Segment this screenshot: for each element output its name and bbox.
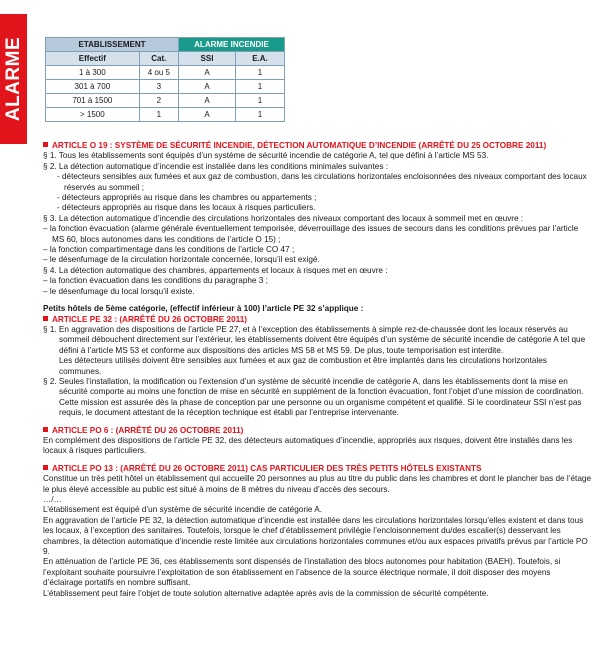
cell-cat: 1 [139,108,178,122]
alarm-table [45,37,285,122]
article-po13-title: ARTICLE PO 13 : (ARRÊTÉ DU 26 OCTOBRE 2011) CAS PARTICULIER DES TRÈS PETITS HÔTELS EXISTANTS [43,464,591,474]
pe-heading: Petits hôtels de 5ème catégorie, (effectif inférieur à 100) l’article PE 32 s’applique : [43,304,364,314]
po13-paragraph-4: En aggravation de l’article PE 32, la détection automatique d’incendie est installée dans les circulations horizontales lorsqu’elles existent et dans tous les locaux, à l’exception des sanitaires. Toutefois, lorsque le chef d’établissement privilégie l’encloisonnement du/des escalier(s) desservant les chambres, la détection automatique d’incendie reste limitée aux circulations horizontales communes et/ou aux espaces privatifs prévus par l’article PO 9. [43,515,588,557]
o19-item-4b: – le désenfumage du local lorsqu’il existe. [43,286,195,296]
pe32-paragraph-1: § 1. En aggravation des dispositions de l’article PE 27, et à l’exception des établissements à simple rez-de-chaussée dont les locaux réservés au sommeil débouchent directement sur l’extérieur, les établissements doivent être équipés d’un système de sécurité incendie de catégorie A tel que défini à l’article MS 53 et conforme aux dispositions des articles MS 58 et MS 59. De plus, toute temporisation est interdite. [43,324,586,355]
cell-ssi: A [179,66,236,80]
document-body [43,141,591,599]
cell-cat: 2 [139,94,178,108]
article-o19-title: ARTICLE O 19 : SYSTÈME DE SÉCURITÉ INCENDIE, DÉTECTION AUTOMATIQUE D’INCENDIE (ARRÊTÉ DU 25 OCTOBRE 2011) [43,141,591,151]
o19-item-3c: – le désenfumage de la circulation horizontale concernée, lorsqu’il est exigé. [43,255,320,265]
col-cat: Cat. [139,52,178,66]
header-alarme-incendie: ALARME INCENDIE [179,38,285,52]
red-square-bullet-icon [43,316,48,321]
cell-effectif: > 1500 [46,108,140,122]
table-row [46,66,285,80]
cell-effectif: 1 à 300 [46,66,140,80]
o19-paragraph-1: § 1. Tous les établissements sont équipés d’un système de sécurité incendie de catégorie A, tel que défini à l’article MS 53. [43,151,489,161]
red-square-bullet-icon [43,142,48,147]
po13-paragraph-3: L’établissement est équipé d’un système de sécurité incendie de catégorie A. [43,505,323,515]
po13-ellipsis: …/… [43,495,62,504]
o19-item-3a: – la fonction évacuation (alarme générale éventuellement temporisée, déverrouillage des issues de secours dans les conditions prévues par l’article MS 60, blocs autonomes dans les conditions de l’article O 15) ; [43,224,579,244]
table-subheader-row [46,52,285,66]
cell-effectif: 301 à 700 [46,80,140,94]
table-row [46,108,285,122]
col-effectif: Effectif [46,52,140,66]
o19-item-4a: – la fonction évacuation dans les conditions du paragraphe 3 ; [43,276,268,286]
cell-ea: 1 [236,66,285,80]
o19-item-3b: – la fonction compartimentage dans les conditions de l’article CO 47 ; [43,245,295,255]
article-pe32-title: ARTICLE PE 32 : (ARRÊTÉ DU 26 OCTOBRE 2011) [43,315,591,325]
cell-ea: 1 [236,80,285,94]
side-tab-label: ALARME [2,36,24,122]
cell-ea: 1 [236,108,285,122]
col-ssi: SSI [179,52,236,66]
cell-ssi: A [179,94,236,108]
cell-ssi: A [179,108,236,122]
po13-paragraph-1: Constitue un très petit hôtel un établissement qui accueille 20 personnes au plus au titre du public dans les chambres et dont le plancher bas de l’étage le plus élevé accessible au public est situé à moins de 8 mètres du niveau d’accès des secours. [43,474,591,494]
red-square-bullet-icon [43,427,48,432]
col-ea: E.A. [236,52,285,66]
side-tab-alarme [0,14,27,144]
article-po6-title: ARTICLE PO 6 : (ARRÊTÉ DU 26 OCTOBRE 2011) [43,426,591,436]
po13-paragraph-6: L’établissement peut faire l’objet de toute solution alternative adaptée après avis de la commission de sécurité compétente. [43,588,489,598]
cell-cat: 3 [139,80,178,94]
o19-item-b: - détecteurs appropriés au risque dans les chambres ou appartements ; [57,193,317,203]
cell-ssi: A [179,80,236,94]
o19-paragraph-2: § 2. La détection automatique d’incendie est installée dans les conditions minimales suivantes : [43,161,388,171]
po13-paragraph-5: En atténuation de l’article PE 36, ces établissements sont dispensés de l’installation des blocs autonomes pour habitation (BAEH). Toutefois, si l’exploitant souhaite poursuivre l’exploitation de son établissement en l’absence de la source électrique normale, il doit disposer des moyens d’éclairage portatifs en nombre suffisant. [43,557,561,588]
header-etablissement: ETABLISSEMENT [46,38,179,52]
cell-effectif: 701 à 1500 [46,94,140,108]
table-row [46,80,285,94]
o19-paragraph-3: § 3. La détection automatique d’incendie des circulations horizontales des niveaux comportant des locaux à sommeil met en œuvre : [43,213,524,223]
po6-paragraph-1: En complément des dispositions de l’article PE 32, des détecteurs automatiques d’incendie, appropriés aux risques, doivent être installés dans les locaux à risques particuliers. [43,435,573,456]
table-row [46,94,285,108]
pe32-paragraph-2: § 2. Seules l’installation, la modification ou l’extension d’un système de sécurité incendie de catégorie A, dans les établissements dont la mise en sécurité comporte au moins une fonction de mise en sécurité en supplément de la fonction évacuation, font l’objet d’une mission de coordination. Cette mission est assurée dès la phase de conception par une personne ou un organisme compétent et qualifié. Si le coordinateur SSI n’est pas requis, le document attestant de la réception technique est établi par l’entreprise intervenante. [43,376,584,418]
o19-item-c: - détecteurs appropriés au risque dans les locaux à risques particuliers. [57,203,316,213]
cell-cat: 4 ou 5 [139,66,178,80]
table-header-row [46,38,285,52]
o19-paragraph-4: § 4. La détection automatique des chambres, appartements et locaux à risques met en œuvre : [43,265,388,275]
red-square-bullet-icon [43,465,48,470]
pe32-paragraph-1b: Les détecteurs utilisés doivent être sensibles aux fumées et aux gaz de combustion et être implantés dans les circulations horizontales communes. [59,356,547,376]
o19-item-a: - détecteurs sensibles aux fumées et aux gaz de combustion, dans les circulations horizontales encloisonnées des niveaux comportant des locaux réservés au sommeil ; [57,172,587,192]
cell-ea: 1 [236,94,285,108]
